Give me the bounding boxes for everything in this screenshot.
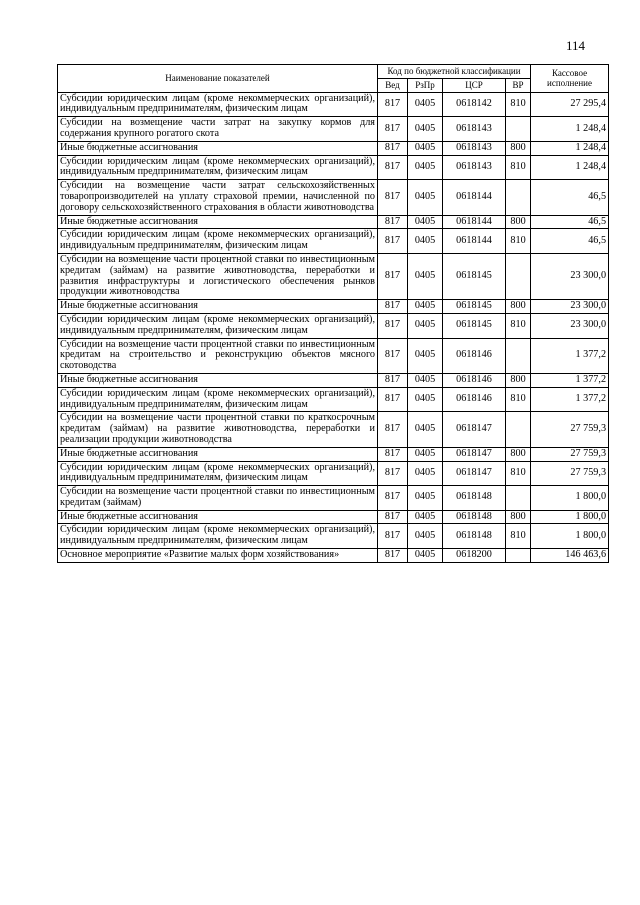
row-csr: 0618144 <box>443 180 506 215</box>
row-name: Субсидии юридическим лицам (кроме некоммерческих организаций), индивидуальным предпринимателям, физическим лицам <box>58 461 378 486</box>
row-csr: 0618146 <box>443 373 506 387</box>
table-row <box>58 461 609 486</box>
header-rzpr: РзПр <box>408 78 443 92</box>
row-rzpr: 0405 <box>408 387 443 412</box>
row-vr: 800 <box>506 373 531 387</box>
page-number: 114 <box>566 38 586 53</box>
row-name: Иные бюджетные ассигнования <box>58 373 378 387</box>
row-amount: 27 759,3 <box>531 447 609 461</box>
row-ved: 817 <box>378 387 408 412</box>
row-rzpr: 0405 <box>408 486 443 511</box>
row-name: Основное мероприятие «Развитие малых форм хозяйствования» <box>58 549 378 563</box>
row-amount: 1 800,0 <box>531 510 609 524</box>
row-ved: 817 <box>378 92 408 117</box>
row-ved: 817 <box>378 180 408 215</box>
row-name: Субсидии на возмещение части затрат сельскохозяйственных товаропроизводителей на уплату страховой премии, начисленной по договору сельскохозяйственного страхования в области животноводства <box>58 180 378 215</box>
row-amount: 1 248,4 <box>531 117 609 142</box>
table-row <box>58 510 609 524</box>
row-rzpr: 0405 <box>408 338 443 373</box>
row-ved: 817 <box>378 510 408 524</box>
row-vr: 810 <box>506 313 531 338</box>
row-name: Иные бюджетные ассигнования <box>58 510 378 524</box>
row-name: Субсидии юридическим лицам (кроме некоммерческих организаций), индивидуальным предпринимателям, физическим лицам <box>58 155 378 180</box>
row-rzpr: 0405 <box>408 549 443 563</box>
header-amount: Кассовое исполнение <box>531 65 609 93</box>
row-vr: 800 <box>506 510 531 524</box>
row-amount: 1 248,4 <box>531 141 609 155</box>
row-vr: 810 <box>506 155 531 180</box>
row-ved: 817 <box>378 338 408 373</box>
row-ved: 817 <box>378 215 408 229</box>
row-csr: 0618146 <box>443 338 506 373</box>
row-ved: 817 <box>378 117 408 142</box>
row-vr <box>506 549 531 563</box>
row-csr: 0618144 <box>443 215 506 229</box>
row-ved: 817 <box>378 229 408 254</box>
row-amount: 1 377,2 <box>531 387 609 412</box>
row-amount: 27 759,3 <box>531 461 609 486</box>
row-rzpr: 0405 <box>408 229 443 254</box>
table-row <box>58 229 609 254</box>
row-vr <box>506 338 531 373</box>
row-rzpr: 0405 <box>408 300 443 314</box>
table-row <box>58 92 609 117</box>
row-amount: 27 295,4 <box>531 92 609 117</box>
table-row <box>58 117 609 142</box>
header-name: Наименование показателей <box>58 65 378 93</box>
table-row <box>58 549 609 563</box>
row-name: Субсидии юридическим лицам (кроме некоммерческих организаций), индивидуальным предпринимателям, физическим лицам <box>58 229 378 254</box>
row-csr: 0618143 <box>443 141 506 155</box>
row-csr: 0618147 <box>443 412 506 447</box>
budget-table <box>57 64 609 563</box>
row-vr: 810 <box>506 461 531 486</box>
row-vr <box>506 486 531 511</box>
row-ved: 817 <box>378 313 408 338</box>
table-row <box>58 253 609 299</box>
table-row <box>58 155 609 180</box>
row-ved: 817 <box>378 461 408 486</box>
row-ved: 817 <box>378 549 408 563</box>
row-csr: 0618147 <box>443 447 506 461</box>
row-amount: 23 300,0 <box>531 253 609 299</box>
row-name: Иные бюджетные ассигнования <box>58 447 378 461</box>
header-vr: ВР <box>506 78 531 92</box>
row-name: Субсидии юридическим лицам (кроме некоммерческих организаций), индивидуальным предпринимателям, физическим лицам <box>58 92 378 117</box>
row-amount: 46,5 <box>531 180 609 215</box>
table-row <box>58 313 609 338</box>
row-name: Субсидии юридическим лицам (кроме некоммерческих организаций), индивидуальным предпринимателям, физическим лицам <box>58 387 378 412</box>
row-csr: 0618143 <box>443 117 506 142</box>
row-csr: 0618147 <box>443 461 506 486</box>
row-rzpr: 0405 <box>408 447 443 461</box>
row-csr: 0618148 <box>443 524 506 549</box>
row-rzpr: 0405 <box>408 510 443 524</box>
row-rzpr: 0405 <box>408 117 443 142</box>
row-name: Субсидии на возмещение части процентной ставки по краткосрочным кредитам (займам) на развитие животноводства, переработки и реализации продукции животноводства <box>58 412 378 447</box>
row-name: Иные бюджетные ассигнования <box>58 215 378 229</box>
row-vr: 810 <box>506 524 531 549</box>
row-name: Субсидии юридическим лицам (кроме некоммерческих организаций), индивидуальным предпринимателям, физическим лицам <box>58 313 378 338</box>
row-amount: 46,5 <box>531 215 609 229</box>
row-ved: 817 <box>378 155 408 180</box>
row-amount: 1 248,4 <box>531 155 609 180</box>
row-rzpr: 0405 <box>408 180 443 215</box>
row-vr: 810 <box>506 387 531 412</box>
row-vr: 810 <box>506 229 531 254</box>
row-vr <box>506 253 531 299</box>
table-row <box>58 338 609 373</box>
row-amount: 27 759,3 <box>531 412 609 447</box>
row-amount: 23 300,0 <box>531 313 609 338</box>
row-ved: 817 <box>378 524 408 549</box>
header-ved: Вед <box>378 78 408 92</box>
row-ved: 817 <box>378 141 408 155</box>
row-ved: 817 <box>378 486 408 511</box>
row-name: Иные бюджетные ассигнования <box>58 300 378 314</box>
table-row <box>58 524 609 549</box>
row-name: Субсидии юридическим лицам (кроме некоммерческих организаций), индивидуальным предпринимателям, физическим лицам <box>58 524 378 549</box>
row-vr: 800 <box>506 300 531 314</box>
row-rzpr: 0405 <box>408 461 443 486</box>
row-csr: 0618146 <box>443 387 506 412</box>
table-header <box>58 65 609 93</box>
row-csr: 0618145 <box>443 300 506 314</box>
row-csr: 0618145 <box>443 253 506 299</box>
row-vr: 810 <box>506 92 531 117</box>
table-row <box>58 141 609 155</box>
row-amount: 1 800,0 <box>531 486 609 511</box>
row-csr: 0618148 <box>443 486 506 511</box>
table-row <box>58 447 609 461</box>
row-vr: 800 <box>506 447 531 461</box>
row-amount: 1 800,0 <box>531 524 609 549</box>
row-rzpr: 0405 <box>408 313 443 338</box>
row-amount: 23 300,0 <box>531 300 609 314</box>
row-vr <box>506 412 531 447</box>
row-csr: 0618142 <box>443 92 506 117</box>
row-amount: 1 377,2 <box>531 338 609 373</box>
table-row <box>58 215 609 229</box>
row-vr <box>506 180 531 215</box>
header-csr: ЦСР <box>443 78 506 92</box>
row-rzpr: 0405 <box>408 155 443 180</box>
row-rzpr: 0405 <box>408 215 443 229</box>
table-row <box>58 486 609 511</box>
row-vr: 800 <box>506 141 531 155</box>
table-body <box>58 92 609 562</box>
row-csr: 0618200 <box>443 549 506 563</box>
row-rzpr: 0405 <box>408 412 443 447</box>
row-csr: 0618143 <box>443 155 506 180</box>
row-ved: 817 <box>378 447 408 461</box>
table-row <box>58 300 609 314</box>
table-row <box>58 373 609 387</box>
row-ved: 817 <box>378 412 408 447</box>
row-name: Субсидии на возмещение части процентной ставки по инвестиционным кредитам (займам) <box>58 486 378 511</box>
table-row <box>58 180 609 215</box>
header-code-group: Код по бюджетной классификации <box>378 65 531 79</box>
row-ved: 817 <box>378 253 408 299</box>
row-rzpr: 0405 <box>408 141 443 155</box>
row-rzpr: 0405 <box>408 92 443 117</box>
row-ved: 817 <box>378 373 408 387</box>
row-amount: 1 377,2 <box>531 373 609 387</box>
row-csr: 0618145 <box>443 313 506 338</box>
row-name: Субсидии на возмещение части затрат на закупку кормов для содержания крупного рогатого скота <box>58 117 378 142</box>
row-csr: 0618148 <box>443 510 506 524</box>
row-rzpr: 0405 <box>408 524 443 549</box>
row-name: Субсидии на возмещение части процентной ставки по инвестиционным кредитам (займам) на развитие животноводства, переработки и развития инфраструктуры и логистического обеспечения рынков продукции животноводства <box>58 253 378 299</box>
row-rzpr: 0405 <box>408 373 443 387</box>
row-ved: 817 <box>378 300 408 314</box>
row-name: Субсидии на возмещение части процентной ставки по инвестиционным кредитам на строительство и реконструкцию объектов мясного скотоводства <box>58 338 378 373</box>
row-rzpr: 0405 <box>408 253 443 299</box>
table-row <box>58 412 609 447</box>
row-amount: 146 463,6 <box>531 549 609 563</box>
row-name: Иные бюджетные ассигнования <box>58 141 378 155</box>
row-vr: 800 <box>506 215 531 229</box>
row-amount: 46,5 <box>531 229 609 254</box>
table-row <box>58 387 609 412</box>
row-vr <box>506 117 531 142</box>
row-csr: 0618144 <box>443 229 506 254</box>
